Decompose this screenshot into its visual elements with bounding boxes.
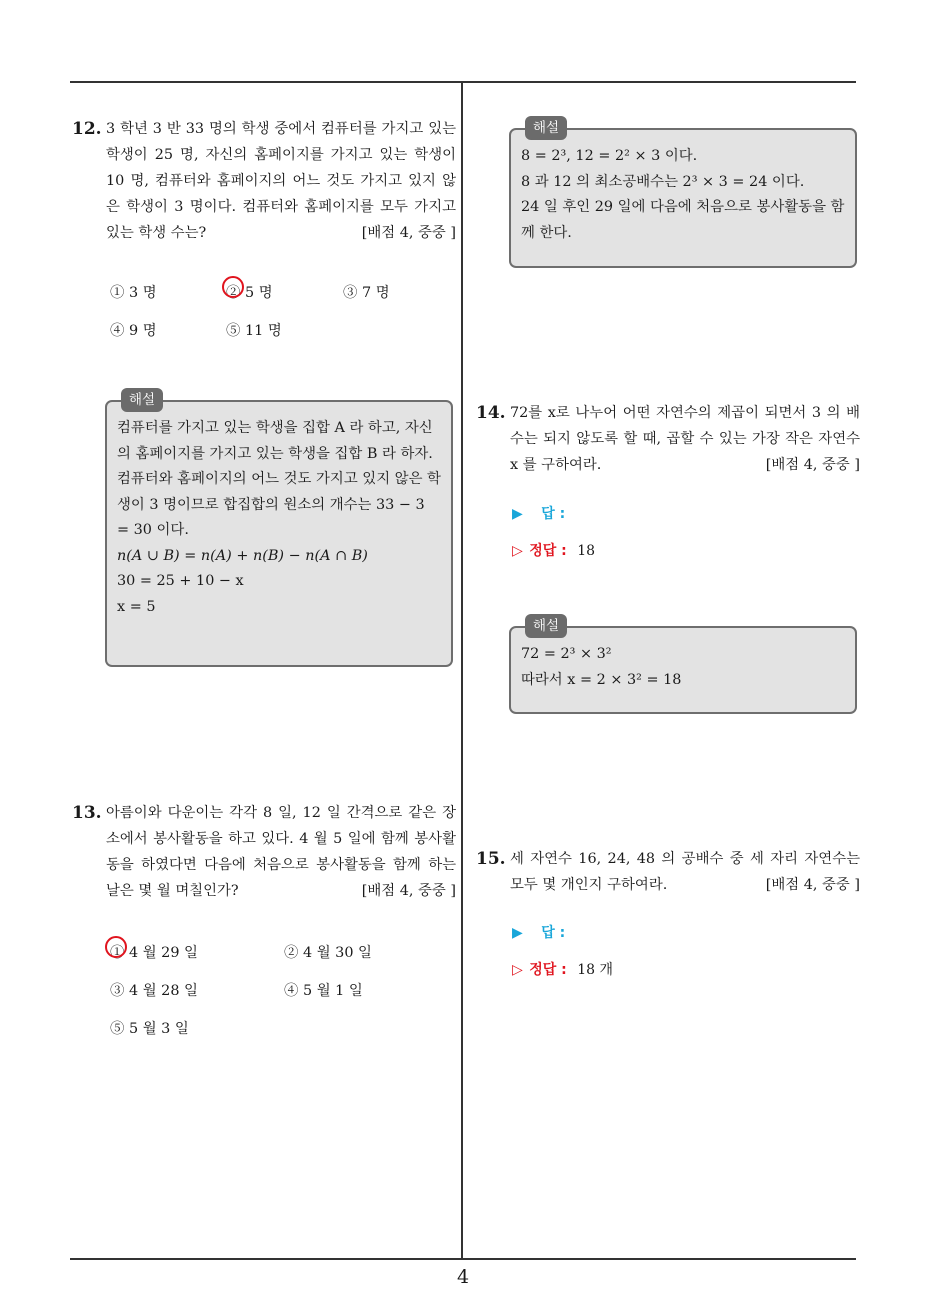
key-label: 정답 :	[529, 543, 567, 559]
solution-line: x = 5	[117, 598, 156, 615]
score-label: [배점 4, 중중 ]	[361, 225, 456, 241]
solution-tag: 해설	[525, 116, 567, 140]
question-body: 72를 x로 나누어 어떤 자연수의 제곱이 되면서 3 의 배수는 되지 않도록 할 때, 곱할 수 있는 가장 작은 자연수 x 를 구하여라.	[510, 405, 860, 473]
score-label: [배점 4, 중중 ]	[765, 877, 860, 893]
choice-3[interactable]: ③ 7 명	[343, 285, 390, 301]
choice-3[interactable]: ③ 4 월 28 일	[110, 983, 198, 999]
choice-2[interactable]: ② 5 명	[226, 285, 273, 301]
solution-line: 8 과 12 의 최소공배수는 2³ × 3 = 24 이다.	[521, 173, 805, 190]
top-rule	[70, 81, 856, 83]
solution-tag: 해설	[121, 388, 163, 412]
question-text	[510, 846, 860, 898]
choice-1[interactable]: ① 4 월 29 일	[110, 945, 198, 961]
key-arrow-icon: ▷	[512, 543, 523, 559]
question-number: 13.	[72, 803, 102, 823]
question-text	[106, 800, 456, 904]
question-number: 12.	[72, 119, 102, 139]
question-body: 아름이와 다운이는 각각 8 일, 12 일 간격으로 같은 장소에서 봉사활동을 하고 있다. 4 월 5 일에 함께 봉사활동을 하였다면 다음에 처음으로 봉사활동을 함께 하는 날은 몇 월 며칠인가?	[106, 805, 456, 899]
choice-4[interactable]: ④ 9 명	[110, 323, 157, 339]
answer-label: 답 :	[541, 506, 566, 522]
key-row	[512, 959, 613, 979]
choice-2[interactable]: ② 4 월 30 일	[284, 945, 372, 961]
solution-box	[509, 120, 857, 268]
choice-4[interactable]: ④ 5 월 1 일	[284, 983, 363, 999]
solution-line: 컴퓨터와 홈페이지의 어느 것도 가지고 있지 않은 학생이 3 명이므로 합집합의 원소의 개수는 33 − 3 = 30 이다.	[117, 471, 441, 538]
question-15	[476, 846, 860, 898]
answer-label: 답 :	[541, 925, 566, 941]
solution-tag: 해설	[525, 614, 567, 638]
score-label: [배점 4, 중중 ]	[765, 457, 860, 473]
answer-arrow-icon: ▶	[512, 925, 523, 941]
question-number: 15.	[476, 849, 506, 869]
question-text	[106, 116, 456, 246]
question-body: 3 학년 3 반 33 명의 학생 중에서 컴퓨터를 가지고 있는 학생이 25 명, 자신의 홈페이지를 가지고 있는 학생이 10 명, 컴퓨터와 홈페이지의 어느 것도 가지고 있지 않은 학생이 3 명이다. 컴퓨터와 홈페이지를 모두 가지고 있는 학생 수는?	[106, 121, 456, 241]
solution-line: 8 = 2³, 12 = 2² × 3 이다.	[521, 148, 698, 164]
solution-line: 30 = 25 + 10 − x	[117, 573, 244, 589]
key-label: 정답 :	[529, 962, 567, 978]
solution-line: 따라서 x = 2 × 3² = 18	[521, 671, 682, 688]
question-14	[476, 400, 860, 478]
answer-row[interactable]	[512, 922, 565, 942]
selected-choice-mark-icon	[105, 936, 127, 958]
choice-5[interactable]: ⑤ 11 명	[226, 323, 282, 339]
question-13	[72, 800, 456, 904]
answer-arrow-icon: ▶	[512, 506, 523, 522]
question-number: 14.	[476, 403, 506, 423]
bottom-rule	[70, 1258, 856, 1260]
choice-5[interactable]: ⑤ 5 월 3 일	[110, 1021, 189, 1037]
solution-line: 72 = 2³ × 3²	[521, 646, 612, 662]
key-row	[512, 540, 595, 560]
key-value: 18	[577, 543, 596, 559]
selected-choice-mark-icon	[222, 276, 244, 298]
score-label: [배점 4, 중중 ]	[361, 883, 456, 899]
question-body: 세 자연수 16, 24, 48 의 공배수 중 세 자리 자연수는 모두 몇 개인지 구하여라.	[510, 851, 860, 893]
page-number: 4	[456, 1266, 470, 1288]
solution-line: 컴퓨터를 가지고 있는 학생을 집합 A 라 하고, 자신의 홈페이지를 가지고 있는 학생을 집합 B 라 하자.	[117, 420, 433, 462]
solution-box	[105, 392, 453, 667]
column-divider	[461, 83, 463, 1258]
solution-box	[509, 618, 857, 714]
answer-row[interactable]	[512, 503, 565, 523]
key-arrow-icon: ▷	[512, 962, 523, 978]
solution-line: 24 일 후인 29 일에 다음에 처음으로 봉사활동을 함께 한다.	[521, 199, 845, 241]
question-text	[510, 400, 860, 478]
choice-1[interactable]: ① 3 명	[110, 285, 157, 301]
question-12	[72, 116, 456, 246]
solution-line: n(A ∪ B) = n(A) + n(B) − n(A ∩ B)	[117, 547, 368, 564]
key-value: 18 개	[577, 962, 614, 978]
